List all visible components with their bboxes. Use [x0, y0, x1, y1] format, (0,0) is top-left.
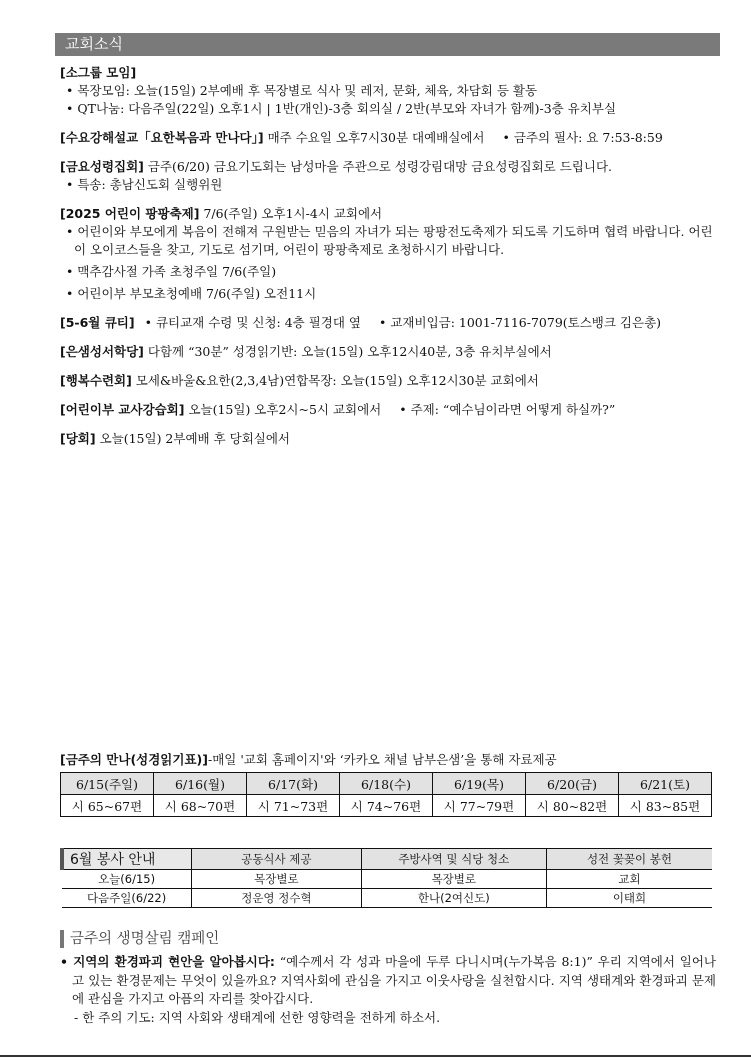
news-list: [60, 64, 720, 459]
service-column-header: 공동식사 제공: [192, 849, 361, 870]
service-cell: 목장별로: [192, 870, 361, 889]
table-row: [61, 773, 712, 795]
day-cell: 6/21(토): [619, 773, 712, 795]
news-extra: • 주제: “예수님이라면 어떻게 하실까?”: [399, 402, 615, 417]
news-head: [5-6월 큐티]: [60, 315, 135, 330]
news-text: 매주 수요일 오후7시30분 대예배실에서: [267, 130, 485, 145]
table-row: [62, 870, 712, 889]
news-head: [소그룹 모임]: [60, 65, 137, 80]
campaign-paragraph: [60, 953, 716, 1009]
news-bullet: • 특송: 총남신도회 실행위원: [66, 176, 720, 194]
bible-reading-head: [금주의 만나(성경읽기표)]: [60, 752, 208, 767]
news-bullet: • 목장모임: 오늘(15일) 2부예배 후 목장별로 식사 및 레저, 문화, 체육, 차담회 등 활동: [66, 82, 720, 100]
campaign-prayer: - 한 주의 기도: 지역 사회와 생태계에 선한 영향력을 전하게 하소서.: [74, 1009, 441, 1025]
news-bullet: • 어린이부 부모초청예배 7/6(주일) 오전11시: [66, 285, 720, 303]
news-text: 오늘(15일) 오후2시~5시 교회에서: [188, 402, 382, 417]
service-title: 6월 봉사 안내: [62, 849, 192, 870]
section-title: 교회소식: [55, 33, 720, 56]
reading-cell: 시 80~82편: [526, 795, 619, 817]
news-head: [수요강해설교「요한복음과 만나다」]: [60, 130, 264, 145]
news-bible-school: [60, 343, 720, 361]
reading-cell: 시 83~85편: [619, 795, 712, 817]
news-party: [60, 430, 720, 448]
news-head: [어린이부 교사강습회]: [60, 402, 185, 417]
news-qt: [60, 314, 720, 332]
table-row: [61, 795, 712, 817]
reading-cell: 시 71~73편: [247, 795, 340, 817]
news-small-group: [60, 64, 720, 118]
bottom-divider: [0, 1055, 751, 1057]
news-bullet: • QT나눔: 다음주일(22일) 오후1시 | 1반(개인)-3층 회의실 / 2반(부모와 자녀가 함께)-3층 유치부실: [66, 100, 720, 118]
service-cell: 교회: [547, 870, 713, 889]
service-row-label: 다음주일(6/22): [62, 889, 192, 908]
news-head: [당회]: [60, 431, 96, 446]
bible-reading-table: [60, 772, 712, 817]
bible-reading-text: -매일 '교회 홈페이지'와 ‘카카오 채널 남부은샘’을 통해 자료제공: [207, 752, 557, 767]
reading-cell: 시 77~79편: [433, 795, 526, 817]
table-row: [62, 889, 712, 908]
campaign-text: “예수께서 각 성과 마을에 두루 다니시며(누가복음 8:1)” 우리 지역에서 일어나고 있는 환경문제는 무엇이 있을까요? 지역사회에 관심을 가지고 이웃사랑을 실천합시다. 지역 생태계와 환경파괴 문제에 관심을 가지고 아픔의 자리를 찾아갑시다.: [72, 954, 716, 1006]
day-cell: 6/17(화): [247, 773, 340, 795]
service-table: [60, 848, 712, 908]
service-cell: 목장별로: [361, 870, 546, 889]
news-text: 금주(6/20) 금요기도회는 남성마을 주관으로 성령강림대망 금요성령집회로 드립니다.: [147, 159, 612, 174]
news-text: 다함께 “30분” 성경읽기반: 오늘(15일) 오후12시40분, 3층 유치부실에서: [147, 344, 552, 359]
news-teacher: [60, 401, 720, 419]
service-column-header: 주방사역 및 식당 청소: [361, 849, 546, 870]
reading-cell: 시 74~76편: [340, 795, 433, 817]
news-bullet: • 맥추감사절 가족 초청주일 7/6(주일): [66, 263, 720, 281]
campaign-body: [60, 953, 716, 1027]
service-row-label: 오늘(6/15): [62, 870, 192, 889]
day-cell: 6/19(목): [433, 773, 526, 795]
campaign-lead: 지역의 환경파괴 현안을 알아봅시다:: [73, 954, 275, 969]
news-head: [2025 어린이 팡팡축제]: [60, 206, 200, 221]
table-row: [62, 849, 712, 870]
news-extra: • 큐티교재 수령 및 신청: 4층 필경대 옆: [145, 315, 361, 330]
news-text: 오늘(15일) 2부예배 후 당회실에서: [99, 431, 290, 446]
service-column-header: 성전 꽃꽂이 봉헌: [547, 849, 713, 870]
service-cell: 정운영 정수혁: [192, 889, 361, 908]
news-head: [은샘성서학당]: [60, 344, 144, 359]
news-head: [금요성령집회]: [60, 159, 144, 174]
news-friday: [60, 158, 720, 194]
campaign-title: 금주의 생명살림 캠페인: [60, 930, 219, 948]
news-wednesday: [60, 129, 720, 147]
day-cell: 6/20(금): [526, 773, 619, 795]
news-text: 모세&바울&요한(2,3,4남)연합목장: 오늘(15일) 오후12시30분 교회에서: [135, 373, 539, 388]
news-extra: • 금주의 필사: 요 7:53-8:59: [502, 130, 662, 145]
service-cell: 한나(2여신도): [361, 889, 546, 908]
day-cell: 6/16(월): [154, 773, 247, 795]
news-extra: • 교재비입금: 1001-7116-7079(토스뱅크 김은총): [379, 315, 661, 330]
day-cell: 6/18(수): [340, 773, 433, 795]
reading-cell: 시 65~67편: [61, 795, 154, 817]
reading-cell: 시 68~70편: [154, 795, 247, 817]
news-text: 7/6(주일) 오후1시-4시 교회에서: [203, 206, 383, 221]
news-head: [행복수련회]: [60, 373, 132, 388]
day-cell: 6/15(주일): [61, 773, 154, 795]
service-cell: 이태희: [547, 889, 713, 908]
news-retreat: [60, 372, 720, 390]
news-bullet: • 어린이와 부모에게 복음이 전해져 구원받는 믿음의 자녀가 되는 팡팡전도축제가 되도록 기도하며 협력 바랍니다. 어린이 오이코스들을 찾고, 기도로 섬기며, 어린이 팡팡축제로 초청하시기 바랍니다.: [66, 223, 720, 259]
bible-reading-title: [60, 752, 557, 768]
news-festival: [60, 205, 720, 303]
